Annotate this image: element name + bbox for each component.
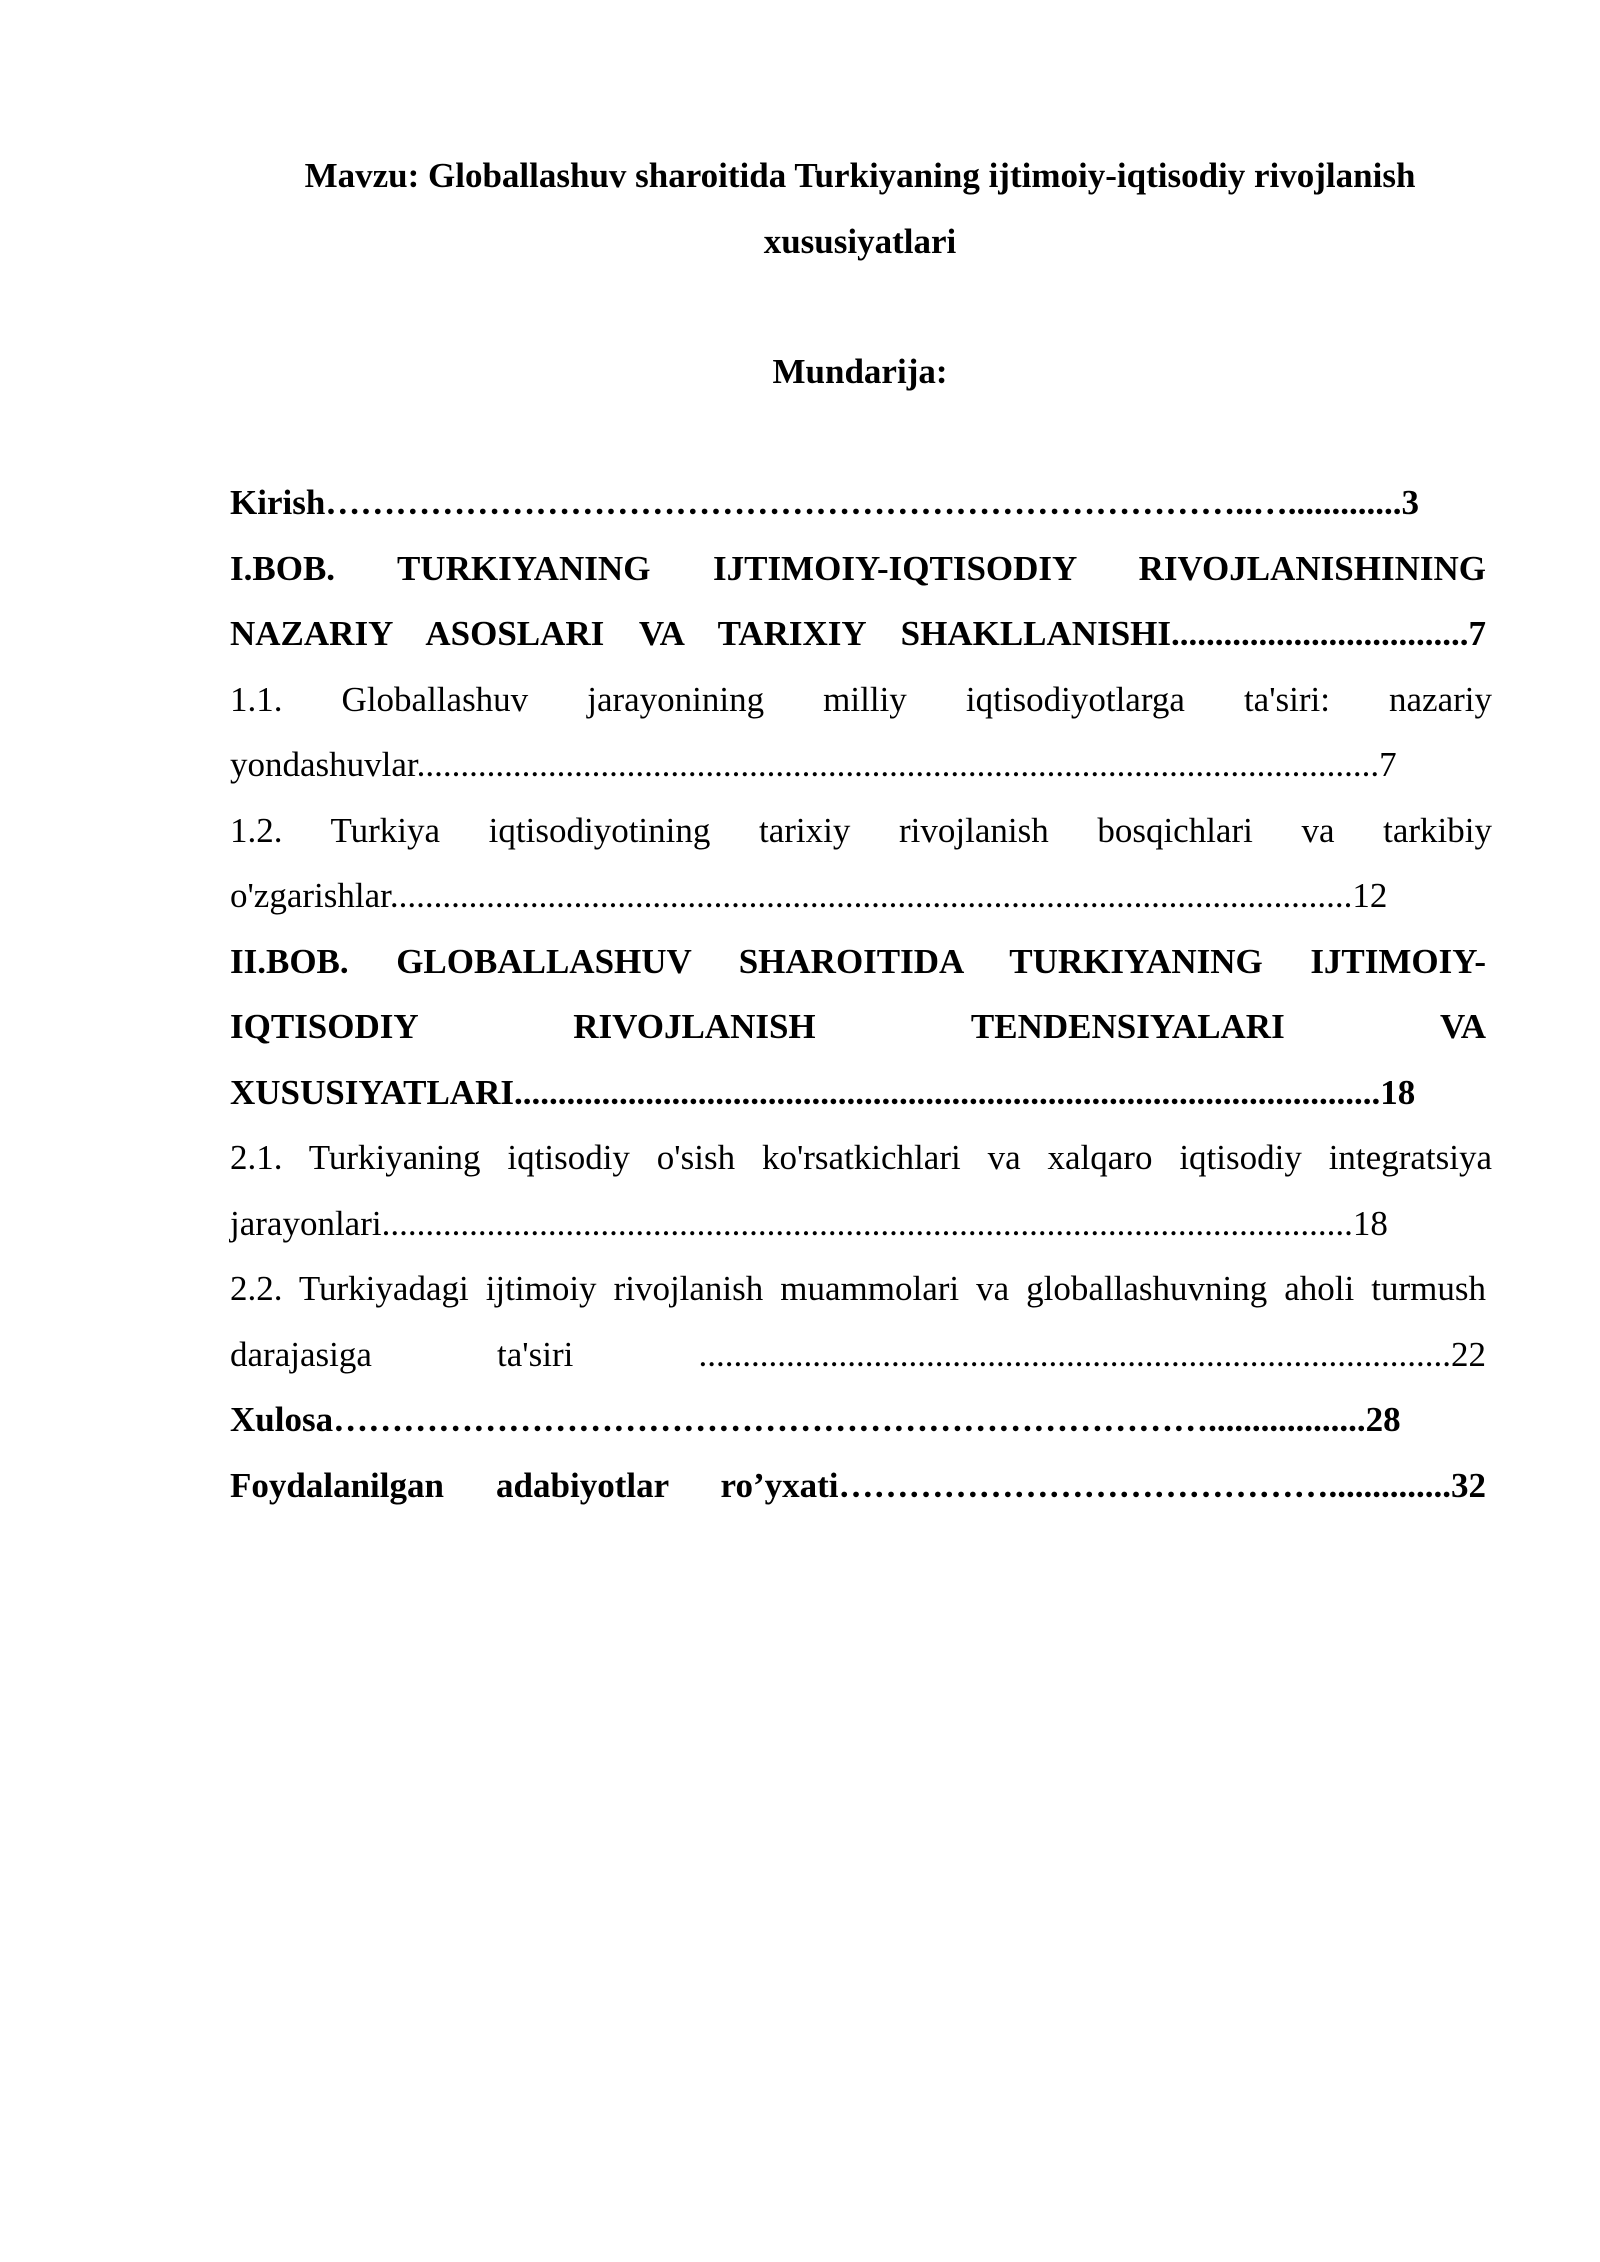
document-title-line-1: Mavzu: Globallashuv sharoitida Turkiyaning ijtimoiy-iqtisodiy rivojlanish — [304, 156, 1416, 195]
toc-entry-kirish: Kirish……………………………………………………………………..….............3 — [230, 483, 1420, 522]
toc-entry-references: Foydalanilgan adabiyotlar ro’yxati……………………………………..............32 — [230, 1465, 1486, 1505]
toc-entry-chapter-2: II.BOB. GLOBALLASHUV SHAROITIDA TURKIYANING IJTIMOIY-IQTISODIY RIVOJLANISH TENDENSIYALARI VA XUSUSIYATLARI...................................................................................................18 — [230, 941, 1486, 1112]
toc-entry-section-2-2: 2.2. Turkiyadagi ijtimoiy rivojlanish muammolari va globallashuvning aholi turmush darajasiga ta'siri ......................................................................................22 — [230, 1269, 1486, 1374]
toc-entry-section-2-1: 2.1. Turkiyaning iqtisodiy o'sish ko'rsatkichlari va xalqaro iqtisodiy integratsiya jarayonlari...............................................................................................................18 — [230, 1138, 1492, 1243]
toc-entry-xulosa: Xulosa…………………………………………………………………..................28 — [230, 1400, 1401, 1439]
table-of-contents — [230, 470, 1492, 1518]
toc-entry-section-1-1: 1.1. Globallashuv jarayonining milliy iqtisodiyotlarga ta'siri: nazariy yondashuvlar..............................................................................................................7 — [230, 679, 1492, 784]
toc-entry-section-1-2: 1.2. Turkiya iqtisodiyotining tarixiy rivojlanish bosqichlari va tarkibiy o'zgarishlar..............................................................................................................12 — [230, 810, 1492, 915]
toc-heading: Mundarija: — [772, 352, 948, 391]
document-title — [230, 143, 1490, 275]
toc-entry-chapter-1: I.BOB. TURKIYANING IJTIMOIY-IQTISODIY RIVOJLANISHINING NAZARIY ASOSLARI VA TARIXIY SHAKLLANISHI..................................7 — [230, 548, 1486, 653]
document-title-line-2: xususiyatlari — [763, 222, 957, 261]
